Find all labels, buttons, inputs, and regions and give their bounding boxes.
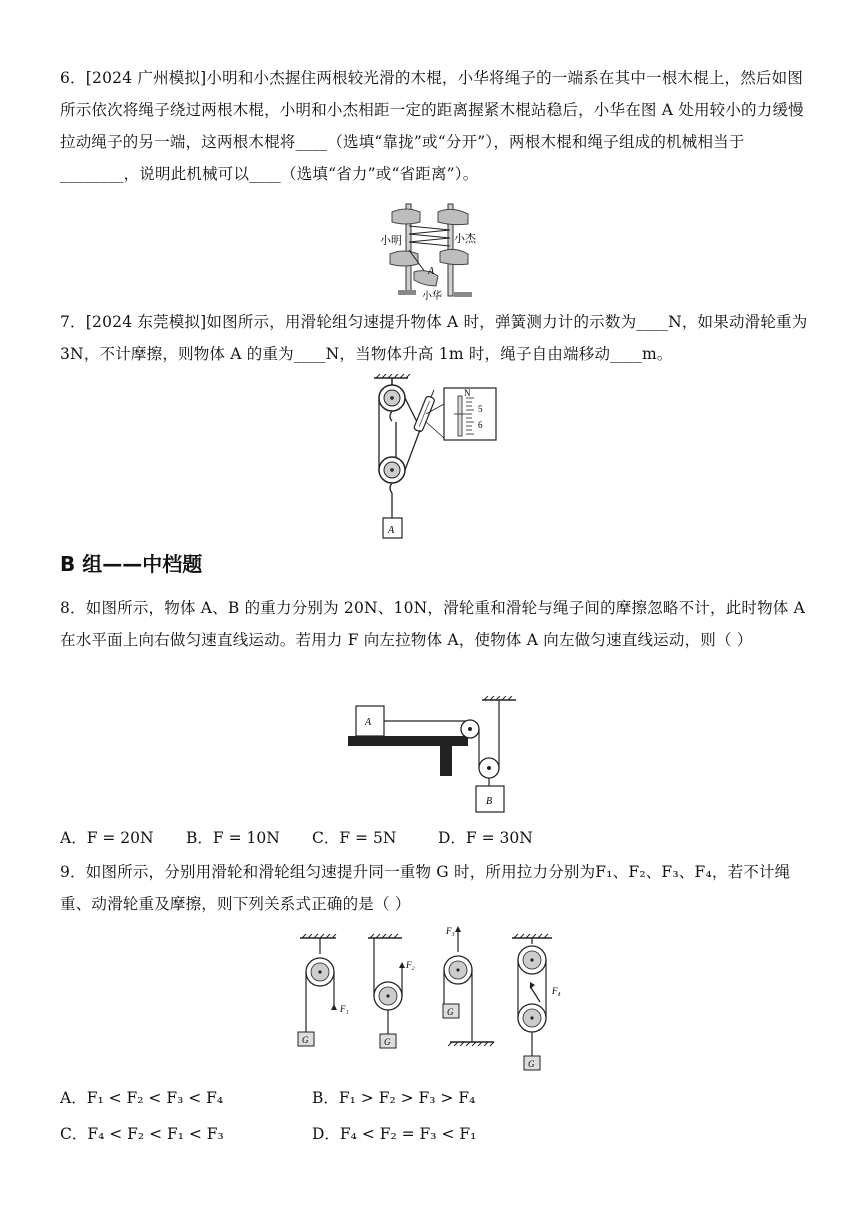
weight-g-label-4: G	[528, 1059, 535, 1069]
question-7-figure	[366, 374, 502, 542]
question-8-figure	[346, 696, 522, 818]
q9-option-b[interactable]: B．F₁ > F₂ > F₃ > F₄	[312, 1089, 476, 1107]
question-9-options-row-1	[60, 1086, 475, 1108]
question-8-options	[60, 826, 564, 848]
q8-option-d[interactable]: D．F = 30N	[438, 829, 533, 847]
label-point-a: A	[428, 266, 435, 277]
q9-option-c[interactable]: C．F₄ < F₂ < F₁ < F₃	[60, 1125, 224, 1143]
block-a-label: A	[388, 525, 395, 536]
q9-option-a[interactable]: A．F₁ < F₂ < F₃ < F₄	[60, 1089, 224, 1107]
q8-option-c[interactable]: C．F = 5N	[312, 829, 397, 847]
weight-g-label-1: G	[302, 1035, 309, 1045]
weight-g-label-3: G	[447, 1007, 454, 1017]
scale-unit-label: N	[464, 388, 471, 398]
question-6-text: 6．[2024 广州模拟]小明和小杰握住两根较光滑的木棍，小华将绳子的一端系在其中一根木棍上，然后如图所示依次将绳子绕过两根木棍，小明和小杰相距一定的距离握紧木棍站稳后，小华在图 A 处用较小的力缓慢拉动绳子的另一端，这两根木棍将____（选填“靠拢”或“分开”），两根木棍和绳子组成的机械相当于________，说明此机械可以____（选填“省力”或“省距离”）。	[60, 69, 804, 183]
question-6-figure	[378, 200, 490, 302]
question-9-figure	[294, 924, 578, 1076]
force-f4-label: F₄	[552, 986, 561, 996]
force-f1-label: F₁	[340, 1004, 349, 1014]
question-9-text: 9．如图所示，分别用滑轮和滑轮组匀速提升同一重物 G 时，所用拉力分别为F₁、F₂、F₃、F₄，若不计绳重、动滑轮重及摩擦，则下列关系式正确的是（ ）	[60, 863, 791, 913]
force-f2-label: F₂	[406, 960, 415, 970]
weight-g-label-2: G	[384, 1037, 391, 1047]
label-xiaohua: 小华	[422, 291, 442, 302]
block-a-label: A	[365, 717, 372, 728]
q8-option-b[interactable]: B．F = 10N	[186, 829, 280, 847]
q9-option-d[interactable]: D．F₄ < F₂ = F₃ < F₁	[312, 1125, 477, 1143]
section-b-heading: B 组——中档题	[60, 552, 203, 576]
question-8-text: 8．如图所示，物体 A、B 的重力分别为 20N、10N，滑轮重和滑轮与绳子间的摩擦忽略不计，此时物体 A 在水平面上向右做匀速直线运动。若用力 F 向左拉物体 A，使物体 A 向左做匀速直线运动，则（ ）	[60, 599, 806, 649]
label-xiaoming: 小明	[380, 235, 402, 247]
scale-tick-5: 5	[478, 404, 483, 414]
q8-option-a[interactable]: A．F = 20N	[60, 829, 154, 847]
force-f3-label: F₃	[446, 926, 455, 936]
question-9-options-row-2	[60, 1122, 476, 1144]
block-b-label: B	[486, 796, 493, 807]
scale-tick-6: 6	[478, 420, 483, 430]
question-7-text: 7．[2024 东莞模拟]如图所示，用滑轮组匀速提升物体 A 时，弹簧测力计的示数为____N，如果动滑轮重为 3N，不计摩擦，则物体 A 的重为____N，当物体升高 1m 时，绳子自由端移动____m。	[60, 313, 808, 363]
label-xiaojie: 小杰	[454, 233, 476, 245]
